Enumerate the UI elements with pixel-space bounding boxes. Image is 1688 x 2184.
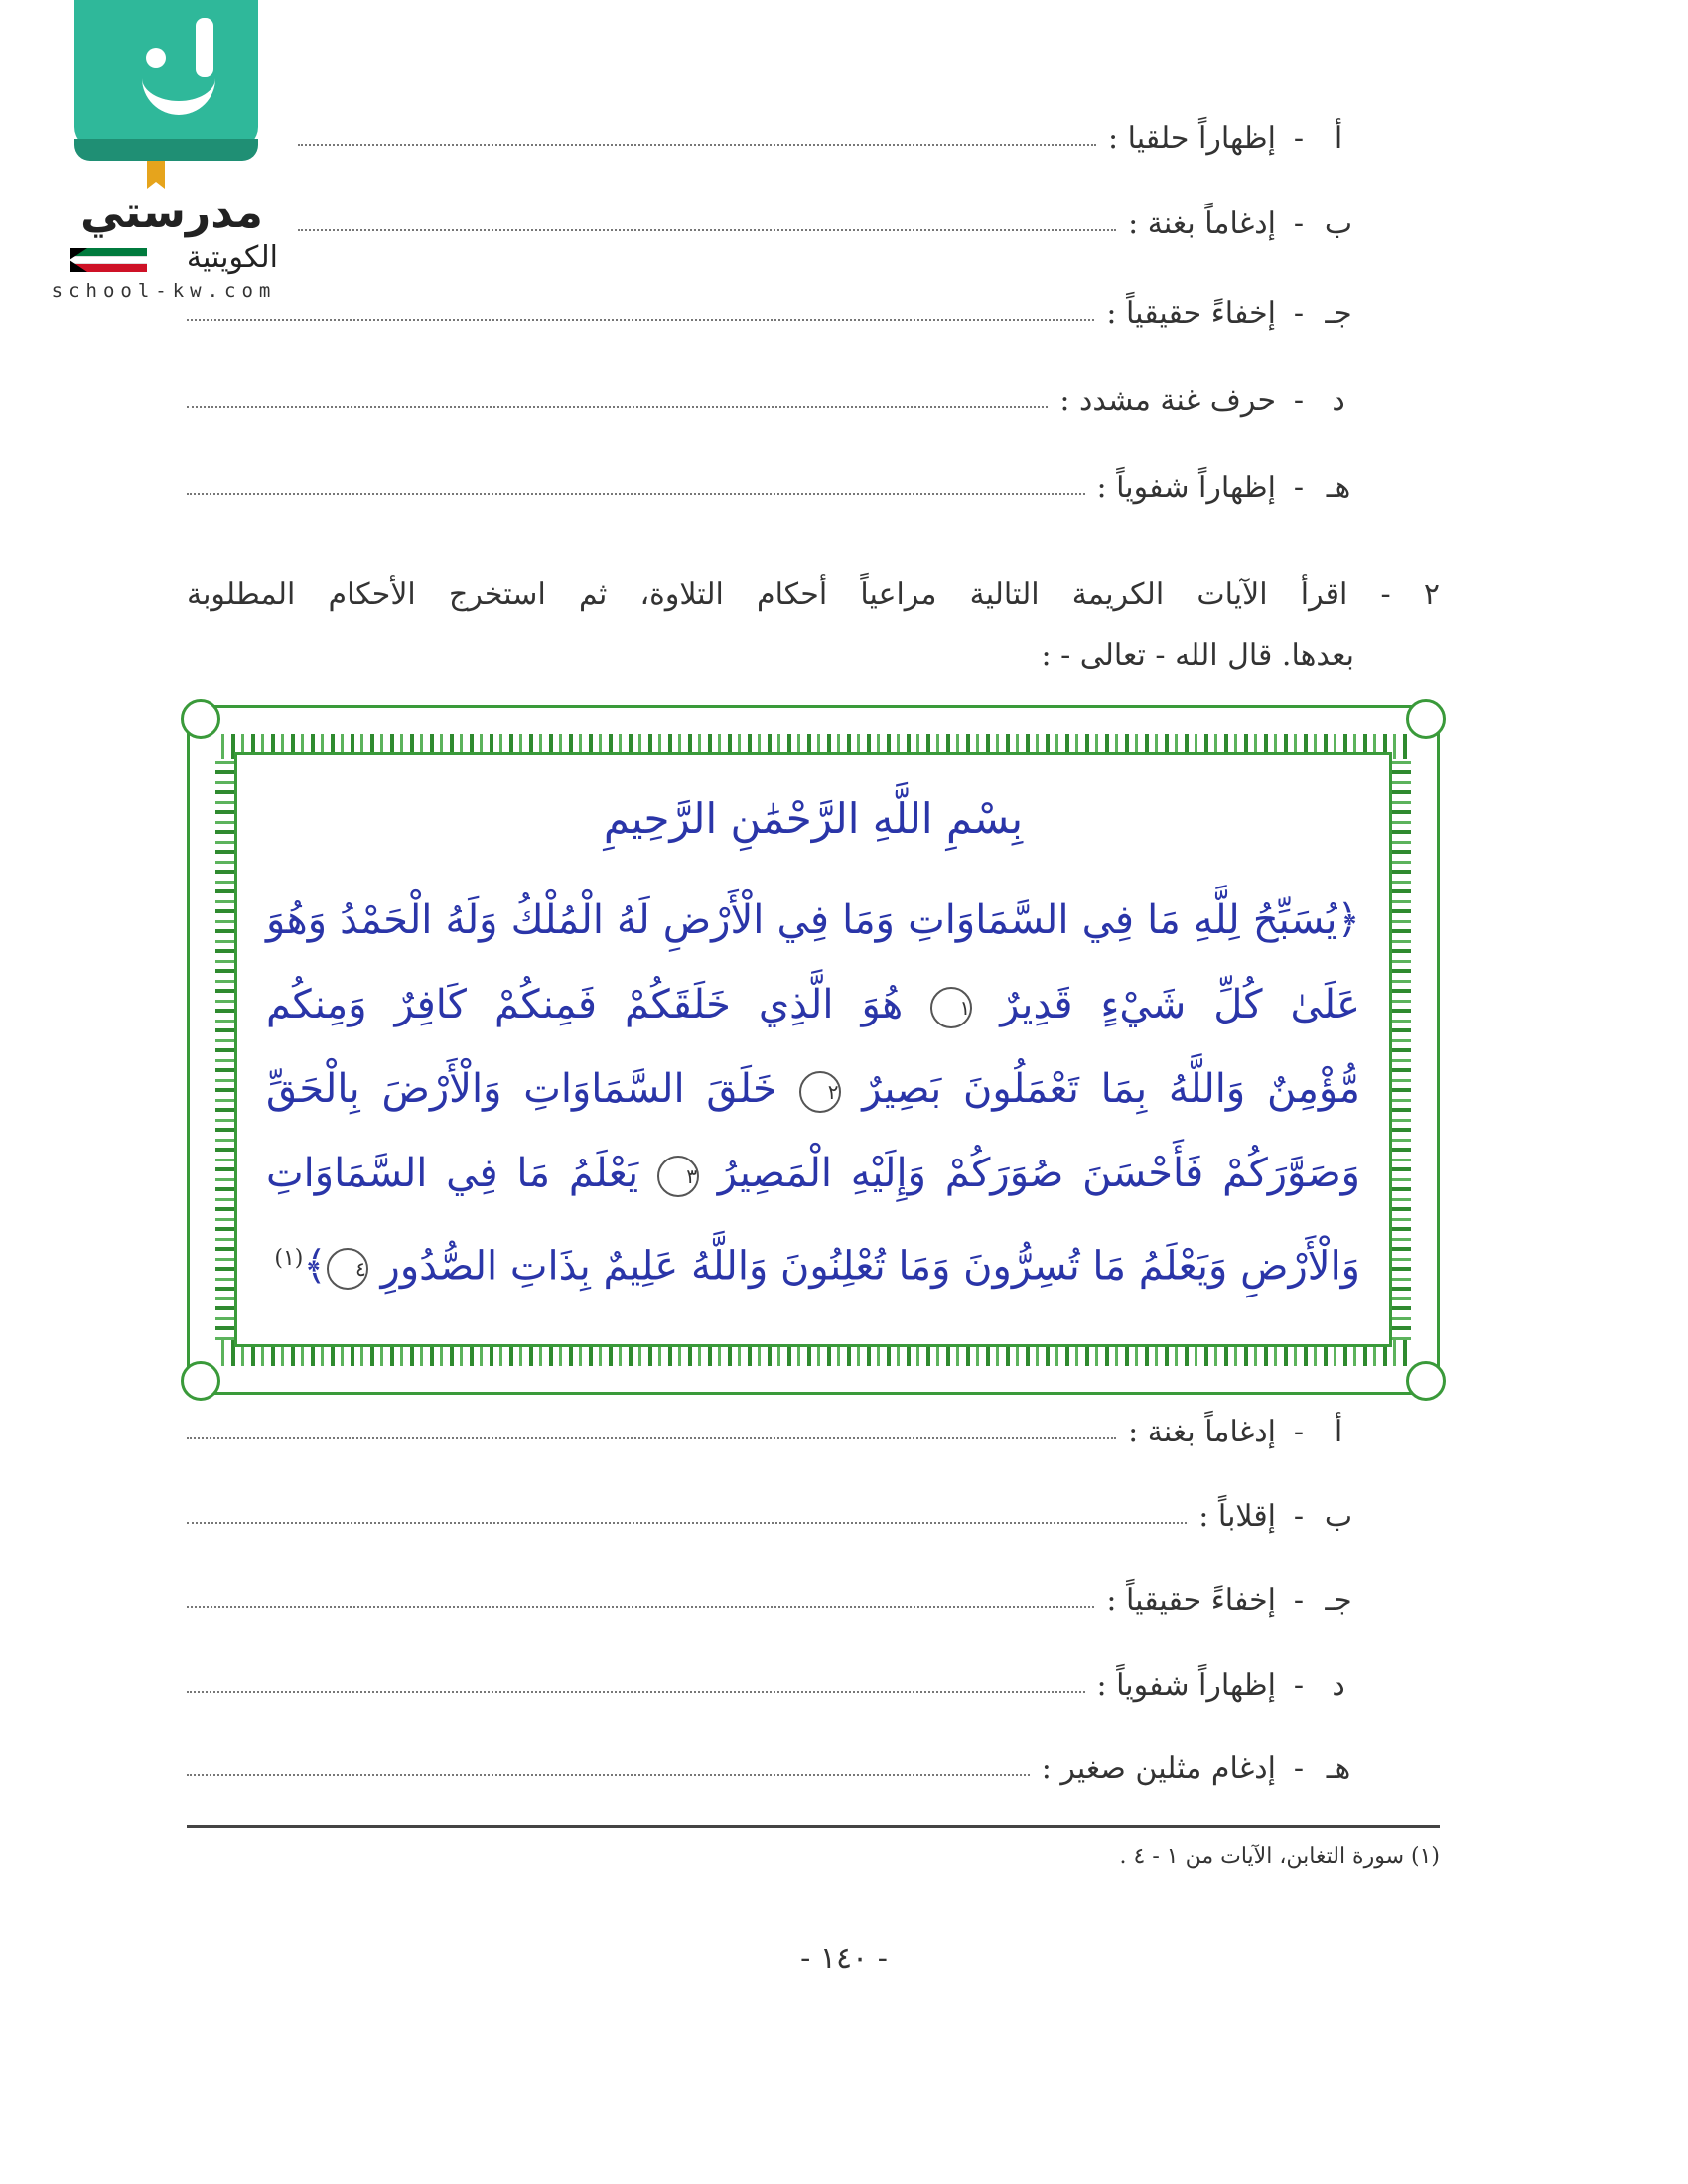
answer-line[interactable] <box>187 1691 1085 1693</box>
s2-item-e: هـ - إدغام مثلين صغير : <box>187 1751 1355 1786</box>
ayah-number-4: ٤ <box>327 1248 368 1290</box>
s2-item-d-label: إظهاراً شفوياً : <box>1096 1668 1276 1703</box>
basmala: بِسْمِ اللَّهِ الرَّحْمَٰنِ الرَّحِيمِ <box>603 794 1024 843</box>
s2-item-a: أ - إدغاماً بغنة : <box>187 1415 1355 1449</box>
s1-item-e: هـ - إظهاراً شفوياً : <box>187 471 1355 505</box>
s1-item-b-label: إدغاماً بغنة : <box>1128 206 1276 241</box>
answer-line[interactable] <box>187 319 1094 321</box>
answer-line[interactable] <box>187 1606 1094 1608</box>
page-number: - ١٤٠ - <box>800 1941 888 1976</box>
answer-line[interactable] <box>187 1774 1030 1776</box>
s1-item-a-label: إظهاراً حلقيا : <box>1107 121 1276 156</box>
corner-ornament-icon <box>1406 699 1446 739</box>
s1-item-e-label: إظهاراً شفوياً : <box>1096 471 1276 505</box>
s1-item-b: ب - إدغاماً بغنة : <box>298 206 1355 241</box>
s2-item-d: د - إظهاراً شفوياً : <box>187 1668 1355 1703</box>
s2-item-c-label: إخفاءً حقيقياً : <box>1106 1583 1276 1618</box>
bookmark-icon <box>147 161 165 189</box>
s2-item-b: ب - إقلاباً : <box>187 1499 1355 1534</box>
logo-url: school-kw.com <box>51 280 277 302</box>
ayah-number-2: ٢ <box>799 1071 841 1113</box>
answer-line[interactable] <box>187 493 1085 495</box>
s2-item-e-label: إدغام مثلين صغير : <box>1041 1751 1276 1786</box>
answer-line[interactable] <box>187 1522 1187 1524</box>
corner-ornament-icon <box>181 699 220 739</box>
verse-line-4: وَصَوَّرَكُمْ فَأَحْسَنَ صُوَرَكُمْ وَإِلَيْهِ الْمَصِيرُ ٣ يَعْلَمُ مَا فِي السَّمَاوَاتِ <box>266 1151 1360 1196</box>
s1-item-c-label: إخفاءً حقيقياً : <box>1106 296 1276 331</box>
quran-frame <box>187 705 1440 1395</box>
s2-item-a-label: إدغاماً بغنة : <box>1128 1415 1276 1449</box>
kuwait-flag-icon <box>70 248 147 272</box>
footnote-divider <box>187 1825 1440 1828</box>
answer-line[interactable] <box>187 406 1048 408</box>
verse-line-1: ﴿يُسَبِّحُ لِلَّهِ مَا فِي السَّمَاوَاتِ وَمَا فِي الْأَرْضِ لَهُ الْمُلْكُ وَلَهُ الْحَمْدُ وَهُوَ <box>266 897 1360 943</box>
site-logo <box>20 0 308 318</box>
corner-ornament-icon <box>1406 1361 1446 1401</box>
s1-item-d: د - حرف غنة مشدد : <box>187 383 1355 418</box>
quran-verses <box>266 879 1360 1308</box>
s2-item-c: جـ - إخفاءً حقيقياً : <box>187 1583 1355 1618</box>
ayah-number-3: ٣ <box>657 1156 699 1197</box>
question-2-line-1: اقرأ الآيات الكريمة التالية مراعياً أحكام التلاوة، ثم استخرج الأحكام المطلوبة <box>187 577 1348 612</box>
footnote: (١) سورة التغابن، الآيات من ١ - ٤ . <box>1119 1844 1440 1869</box>
answer-line[interactable] <box>187 1437 1116 1439</box>
corner-ornament-icon <box>181 1361 220 1401</box>
answer-line[interactable] <box>298 144 1096 146</box>
s1-item-a: أ - إظهاراً حلقيا : <box>298 121 1355 156</box>
verse-line-5: وَالْأَرْضِ وَيَعْلَمُ مَا تُسِرُّونَ وَمَا تُعْلِنُونَ وَاللَّهُ عَلِيمٌ بِذَاتِ الصُّدُورِ ٤﴾$^{(١)}$ <box>274 1243 1360 1290</box>
logo-subtitle: الكويتية <box>186 240 278 275</box>
verse-line-2: عَلَىٰ كُلِّ شَيْءٍ قَدِيرٌ ١ هُوَ الَّذِي خَلَقَكُمْ فَمِنكُمْ كَافِرٌ وَمِنكُم <box>266 982 1360 1027</box>
logo-name: مدرستي <box>80 188 263 238</box>
book-icon <box>74 0 258 149</box>
s2-item-b-label: إقلاباً : <box>1198 1499 1276 1534</box>
verse-line-3: مُّؤْمِنٌ وَاللَّهُ بِمَا تَعْمَلُونَ بَصِيرٌ ٢ خَلَقَ السَّمَاوَاتِ وَالْأَرْضَ بِالْحَقِّ <box>266 1066 1360 1112</box>
answer-line[interactable] <box>298 229 1116 231</box>
s1-item-d-label: حرف غنة مشدد : <box>1059 383 1276 418</box>
s1-item-c: جـ - إخفاءً حقيقياً : <box>187 296 1355 331</box>
question-2: ٢ - اقرأ الآيات الكريمة التالية مراعياً أحكام التلاوة، ثم استخرج الأحكام المطلوبة بعدها. قال الله - تعالى - : <box>187 564 1440 687</box>
footnote-mark: (١) <box>274 1246 304 1271</box>
question-2-line-2: بعدها. قال الله - تعالى - : <box>1041 638 1354 673</box>
ayah-number-1: ١ <box>930 987 972 1028</box>
